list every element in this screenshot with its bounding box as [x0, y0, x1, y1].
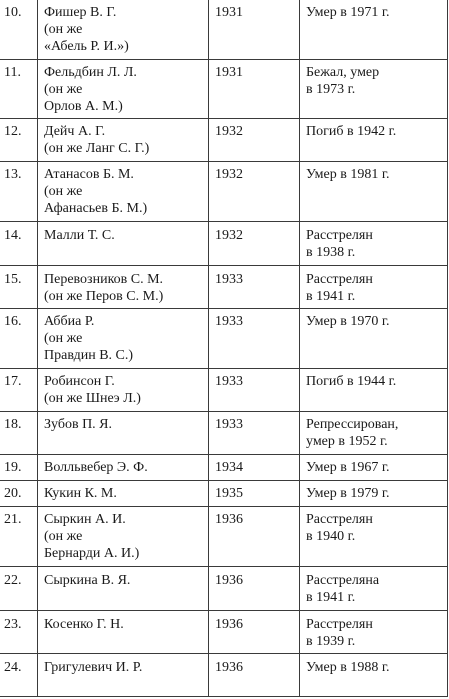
name-line: Зубов П. Я.	[44, 416, 113, 432]
name-cell	[38, 0, 209, 59]
name-line: Григулевич И. Р.	[44, 659, 143, 675]
fate-line: в 1941 г.	[306, 288, 356, 304]
row-number-cell: 19.	[0, 454, 38, 480]
fate-line: Бежал, умер	[306, 64, 380, 80]
table-row	[0, 0, 448, 59]
name-cell	[38, 59, 209, 118]
table-row	[0, 308, 448, 368]
row-number-cell: 13.	[0, 161, 38, 221]
year-cell: 1931	[209, 59, 300, 118]
row-number-cell: 21.	[0, 506, 38, 566]
name-line: (он же Перов С. М.)	[44, 288, 164, 304]
name-cell	[38, 454, 209, 480]
fate-line: в 1938 г.	[306, 244, 356, 260]
table-row	[0, 653, 448, 696]
row-number-cell: 11.	[0, 59, 38, 118]
name-line: Перевозников С. М.	[44, 271, 164, 287]
table-row	[0, 265, 448, 308]
fate-line: умер в 1952 г.	[306, 433, 388, 449]
name-cell	[38, 221, 209, 265]
year-cell: 1932	[209, 118, 300, 161]
row-number-cell: 15.	[0, 265, 38, 308]
name-line: Сыркин А. И.	[44, 511, 126, 527]
name-line: Бернарди А. И.)	[44, 545, 140, 561]
fate-cell	[300, 566, 448, 610]
fate-cell	[300, 411, 448, 454]
year-cell: 1933	[209, 411, 300, 454]
name-cell	[38, 118, 209, 161]
fate-cell	[300, 161, 448, 221]
name-line: (он же Ланг С. Г.)	[44, 140, 150, 156]
year-cell: 1932	[209, 221, 300, 265]
table-row	[0, 506, 448, 566]
row-number-cell: 24.	[0, 653, 38, 696]
fate-line: Репрессирован,	[306, 416, 399, 432]
fate-line: Погиб в 1944 г.	[306, 373, 397, 389]
name-line: Афанасьев Б. М.)	[44, 200, 148, 216]
name-cell	[38, 566, 209, 610]
name-cell	[38, 265, 209, 308]
name-line: Волльвебер Э. Ф.	[44, 459, 148, 475]
fate-line: Расстрелян	[306, 616, 373, 632]
fate-cell	[300, 59, 448, 118]
table-row	[0, 221, 448, 265]
table-row	[0, 454, 448, 480]
row-number-cell: 12.	[0, 118, 38, 161]
fate-line: Погиб в 1942 г.	[306, 123, 397, 139]
name-line: Малли Т. С.	[44, 227, 115, 243]
fate-cell	[300, 610, 448, 653]
table-row	[0, 161, 448, 221]
row-number-cell: 18.	[0, 411, 38, 454]
name-cell	[38, 161, 209, 221]
name-line: Орлов А. М.)	[44, 98, 123, 114]
name-line: Робинсон Г.	[44, 373, 115, 389]
year-cell: 1936	[209, 653, 300, 696]
fate-cell	[300, 0, 448, 59]
table-row	[0, 610, 448, 653]
name-cell	[38, 506, 209, 566]
name-line: Дейч А. Г.	[44, 123, 106, 139]
fate-cell	[300, 653, 448, 696]
row-number-cell: 20.	[0, 480, 38, 506]
fate-line: Расстрелян	[306, 227, 373, 243]
year-cell: 1936	[209, 506, 300, 566]
year-cell: 1933	[209, 265, 300, 308]
fate-cell	[300, 506, 448, 566]
year-cell: 1936	[209, 610, 300, 653]
table-row	[0, 480, 448, 506]
row-number-cell: 17.	[0, 368, 38, 411]
fate-line: в 1973 г.	[306, 81, 356, 97]
name-cell	[38, 610, 209, 653]
fate-line: в 1941 г.	[306, 589, 356, 605]
year-cell: 1932	[209, 161, 300, 221]
year-cell: 1933	[209, 368, 300, 411]
name-cell	[38, 411, 209, 454]
fate-cell	[300, 308, 448, 368]
fate-line: Умер в 1981 г.	[306, 166, 390, 182]
name-line: Фишер В. Г.	[44, 5, 117, 20]
table-row	[0, 411, 448, 454]
fate-line: Расстрелян	[306, 511, 373, 527]
row-number-cell: 23.	[0, 610, 38, 653]
fate-line: Расстрелян	[306, 271, 373, 287]
fate-cell	[300, 480, 448, 506]
year-cell: 1935	[209, 480, 300, 506]
table-row	[0, 59, 448, 118]
fate-cell	[300, 265, 448, 308]
year-cell: 1931	[209, 0, 300, 59]
fate-line: Умер в 1967 г.	[306, 459, 390, 475]
fate-line: Умер в 1970 г.	[306, 313, 390, 329]
name-line: Кукин К. М.	[44, 485, 117, 501]
name-line: (он же	[44, 183, 83, 199]
fate-cell	[300, 368, 448, 411]
name-line: Правдин В. С.)	[44, 347, 134, 363]
table-row	[0, 368, 448, 411]
fate-cell	[300, 221, 448, 265]
name-line: (он же	[44, 330, 83, 346]
fate-cell	[300, 118, 448, 161]
year-cell: 1933	[209, 308, 300, 368]
fate-line: Умер в 1971 г.	[306, 5, 390, 20]
name-line: Сыркина В. Я.	[44, 572, 131, 588]
row-number-cell: 10.	[0, 0, 38, 59]
fate-line: Расстреляна	[306, 572, 380, 588]
row-number-cell: 22.	[0, 566, 38, 610]
name-line: Косенко Г. Н.	[44, 616, 124, 632]
fate-line: Умер в 1988 г.	[306, 659, 390, 675]
name-cell	[38, 308, 209, 368]
name-line: (он же	[44, 22, 83, 37]
name-line: Фельдбин Л. Л.	[44, 64, 137, 80]
fate-cell	[300, 454, 448, 480]
fate-line: в 1940 г.	[306, 528, 356, 544]
name-line: Атанасов Б. М.	[44, 166, 134, 182]
name-cell	[38, 653, 209, 696]
year-cell: 1934	[209, 454, 300, 480]
name-cell	[38, 480, 209, 506]
row-number-cell: 14.	[0, 221, 38, 265]
fate-line: Умер в 1979 г.	[306, 485, 390, 501]
name-line: «Абель Р. И.»)	[44, 39, 129, 54]
name-line: (он же Шнеэ Л.)	[44, 390, 141, 406]
year-cell: 1936	[209, 566, 300, 610]
table-row	[0, 566, 448, 610]
name-line: (он же	[44, 528, 83, 544]
name-cell	[38, 368, 209, 411]
name-line: (он же	[44, 81, 83, 97]
name-line: Аббиа Р.	[44, 313, 95, 329]
table-row	[0, 118, 448, 161]
row-number-cell: 16.	[0, 308, 38, 368]
fate-line: в 1939 г.	[306, 633, 356, 649]
